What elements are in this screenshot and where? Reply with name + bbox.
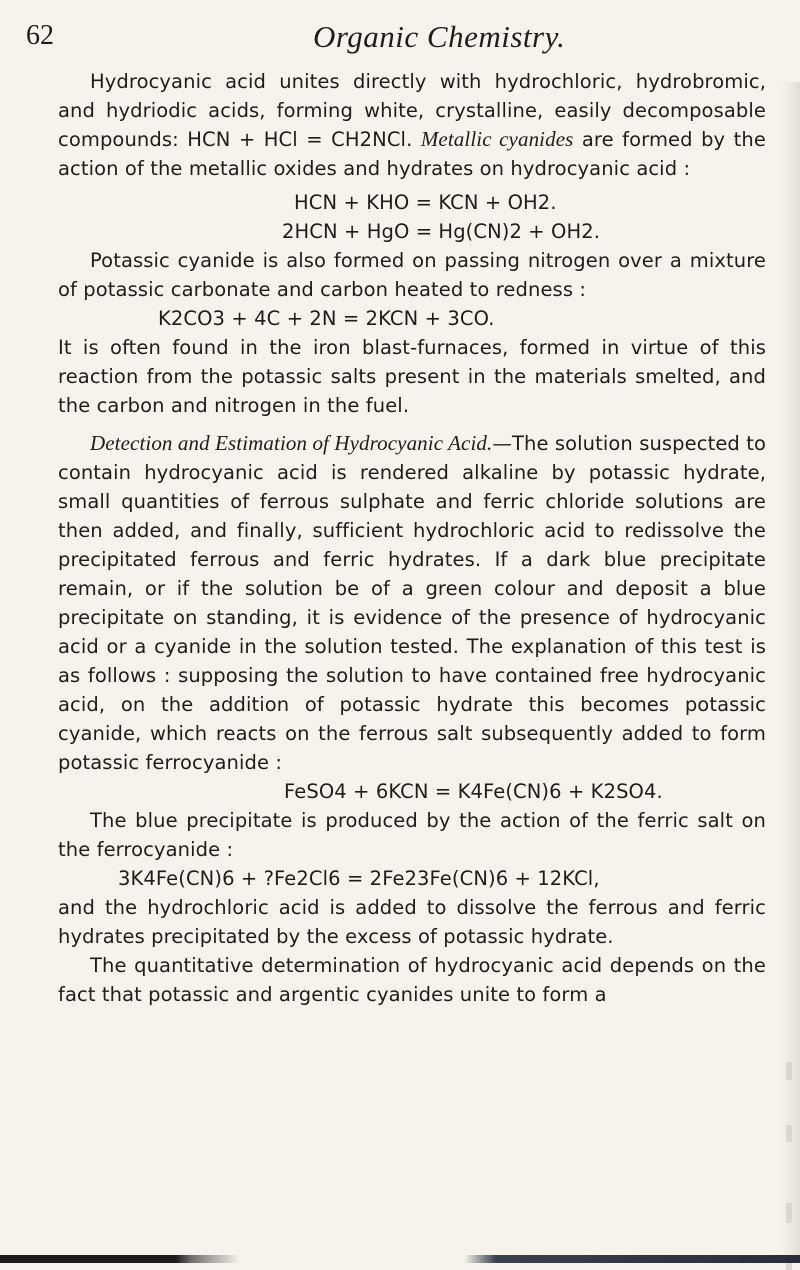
page-body xyxy=(58,67,766,1009)
equation-3: K2CO3 + 4C + 2N = 2KCN + 3CO. xyxy=(158,307,495,330)
paragraph-1-text: Hydrocyanic acid unites directly with hydrochloric, hydrobromic, and hydriodic acids, forming white, crystalline, easily decomposable compounds: HCN + HCl = CH2NCl. xyxy=(58,70,766,151)
equation-2: 2HCN + HgO = Hg(CN)2 + OH2. xyxy=(282,220,601,243)
paragraph-1-continuation: are formed by the action of the metallic oxides and hydrates on hydrocyanic acid : xyxy=(58,128,766,180)
metallic-cyanides-italic: Metallic cyanides xyxy=(420,127,574,151)
equation-4: FeSO4 + 6KCN = K4Fe(CN)6 + K2SO4. xyxy=(284,780,663,803)
section-spacing xyxy=(58,420,766,429)
paragraph-3: It is often found in the iron blast-furnaces, formed in virtue of this reaction from the potassic salts present in the materials smelted, and the carbon and nitrogen in the fuel. xyxy=(58,336,766,417)
section-text: —The solution suspected to contain hydrocyanic acid is rendered alkaline by potassic hydrate, small quantities of ferrous sulphate and ferric chloride solutions are then added, and finally, sufficient hydrochloric acid to redissolve the precipitated ferrous and ferric hydrates. If a dark blue precipitate remain, or if the solution be of a green colour and deposit a blue precipitate on standing, it is evidence of the presence of hydrocyanic acid or a cyanide in the solution tested. The explanation of this test is as follows : supposing the solution to have contained free hydrocyanic acid, on the addition of potassic hydrate this becomes potassic cyanide, which reacts on the ferrous salt subsequently added to form potassic ferrocyanide : xyxy=(58,432,766,774)
paragraph-hydrochloric-acid: and the hydrochloric acid is added to dissolve the ferrous and ferric hydrates precipitated by the excess of potassic hydrate. xyxy=(58,896,766,948)
paragraph-blue-precipitate: The blue precipitate is produced by the action of the ferric salt on the ferrocyanide : xyxy=(58,809,766,861)
equation-1: HCN + KHO = KCN + OH2. xyxy=(294,191,557,214)
equation-5: 3K4Fe(CN)6 + ?Fe2Cl6 = 2Fe23Fe(CN)6 + 12KCl, xyxy=(118,867,600,890)
page-number: 62 xyxy=(26,20,54,51)
edge-mark xyxy=(786,1203,792,1223)
paragraph-1 xyxy=(58,67,766,183)
paragraph-quantitative: The quantitative determination of hydrocyanic acid depends on the fact that potassic and argentic cyanides unite to form a xyxy=(58,954,766,1006)
detection-section-paragraph xyxy=(58,429,766,777)
page-edge-shadow xyxy=(780,82,800,1262)
page-header xyxy=(26,20,756,60)
section-heading: Detection and Estimation of Hydrocyanic Acid. xyxy=(90,431,493,455)
edge-mark xyxy=(786,1062,792,1080)
bottom-page-edge xyxy=(0,1255,800,1263)
running-head: Organic Chemistry. xyxy=(313,19,566,54)
paragraph-2: Potassic cyanide is also formed on passing nitrogen over a mixture of potassic carbonate and carbon heated to redness : xyxy=(58,249,766,301)
edge-mark xyxy=(786,1125,792,1142)
